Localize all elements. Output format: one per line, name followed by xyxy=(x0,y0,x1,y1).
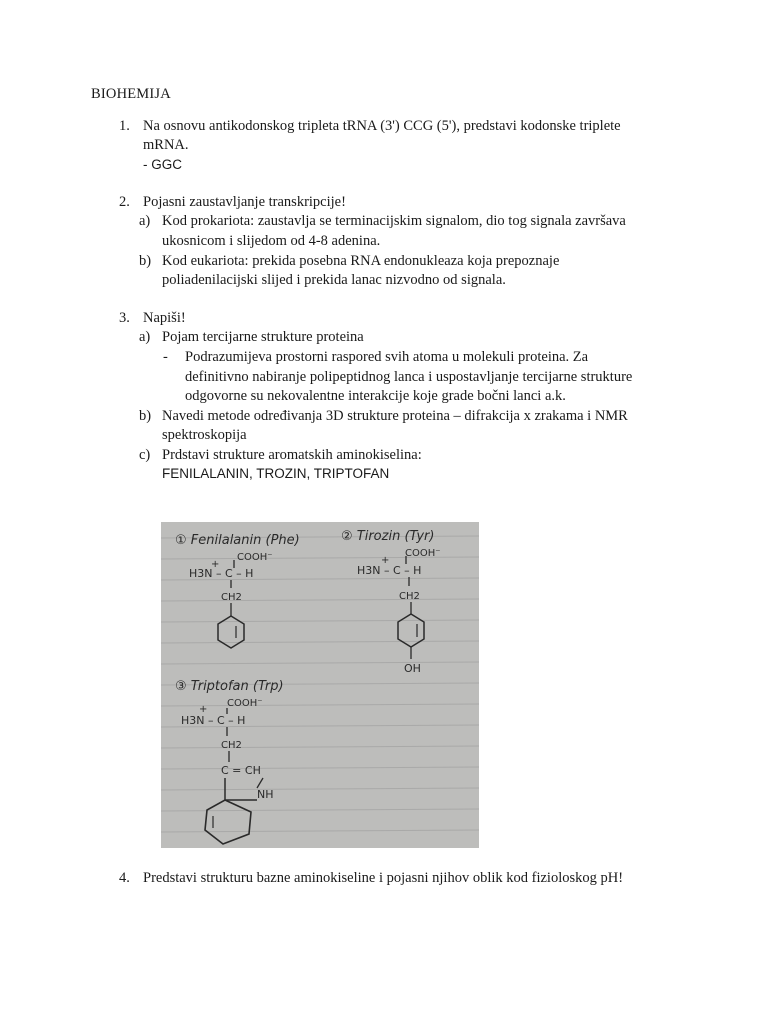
phe-amine-row: H3N – C – H xyxy=(189,567,254,580)
trp-ceq: C = CH xyxy=(221,764,261,777)
q2-a-line1: Kod prokariota: zaustavlja se terminacijskim signalom, dio tog signala završava xyxy=(162,213,626,229)
q1-answer: - GGC xyxy=(143,157,182,172)
q2-b-line1: Kod eukariota: prekida posebna RNA endonukleaza koja prepoznaje xyxy=(162,253,560,269)
q3-d-line2: definitivno nabiranje polipeptidnog lanca i uspostavljanje tercijarne strukture xyxy=(185,369,633,385)
q1-number: 1. xyxy=(119,118,130,134)
tyr-plus: + xyxy=(381,555,390,566)
q3-a-marker: a) xyxy=(139,329,151,345)
trp-plus: + xyxy=(199,704,208,715)
q2-a-marker: a) xyxy=(139,213,151,229)
q2-text: Pojasni zaustavljanje transkripcije! xyxy=(143,194,346,210)
q2-a-line2: ukosnicom i slijedom od 4-8 adenina. xyxy=(162,233,381,249)
q1-text-line1: Na osnovu antikodonskog tripleta tRNA (3') CCG (5'), predstavi kodonske triplete xyxy=(143,118,621,134)
q2-number: 2. xyxy=(119,194,130,210)
tyr-coo: COOH⁻ xyxy=(405,548,441,559)
tyr-amine-row: H3N – C – H xyxy=(357,564,422,577)
trp-nh: NH xyxy=(257,788,274,801)
q3-dash: - xyxy=(163,349,168,365)
phe-label: ① Fenilalanin (Phe) xyxy=(175,533,300,548)
phe-coo: COOH⁻ xyxy=(237,552,273,563)
q2-b-line2: poliadenilacijski slijed i prekida lanac nizvodno od signala. xyxy=(162,272,506,288)
handwritten-structures-drawing xyxy=(161,522,479,848)
q4-text: Predstavi strukturu bazne aminokiseline i pojasni njihov oblik kod fizioloskog pH! xyxy=(143,870,624,886)
q3-d-line1: Podrazumijeva prostorni raspored svih atoma u molekuli proteina. Za xyxy=(185,349,589,365)
q3-number: 3. xyxy=(119,310,130,326)
trp-coo: COOH⁻ xyxy=(227,698,263,709)
phe-plus: + xyxy=(211,559,220,570)
trp-label: ③ Triptofan (Trp) xyxy=(175,679,284,694)
q3-c-line2: FENILALANIN, TROZIN, TRIPTOFAN xyxy=(162,466,390,481)
q2-b-marker: b) xyxy=(139,253,152,269)
tyr-benzene-ring-icon xyxy=(398,614,424,647)
trp-ch2: CH2 xyxy=(221,740,242,751)
q1-text-line2: mRNA. xyxy=(143,137,189,153)
tyr-ch2: CH2 xyxy=(399,591,420,602)
tyr-label: ② Tirozin (Tyr) xyxy=(341,529,435,544)
q3-b-marker: b) xyxy=(139,408,152,424)
document-title: BIOHEMIJA xyxy=(91,86,171,102)
trp-amine-row: H3N – C – H xyxy=(181,714,246,727)
q3-c-marker: c) xyxy=(139,447,151,463)
phe-benzene-ring-icon xyxy=(218,616,244,648)
phe-ch2: CH2 xyxy=(221,592,242,603)
q3-d-line3: odgovorne su nekovalentne interakcije koje grade bočni lanci a.k. xyxy=(185,388,566,404)
q3-b-line2: spektroskopija xyxy=(162,427,247,443)
handwritten-structures-photo xyxy=(161,522,479,848)
trp-indole-ring-icon xyxy=(205,800,251,844)
q3-text: Napiši! xyxy=(143,310,186,326)
q3-a-text: Pojam tercijarne strukture proteina xyxy=(162,329,364,345)
q3-c-line1: Prdstavi strukture aromatskih aminokiselina: xyxy=(162,447,422,463)
q4-number: 4. xyxy=(119,870,130,886)
tyr-oh: OH xyxy=(404,662,421,675)
q3-b-line1: Navedi metode određivanja 3D strukture proteina – difrakcija x zrakama i NMR xyxy=(162,408,628,424)
